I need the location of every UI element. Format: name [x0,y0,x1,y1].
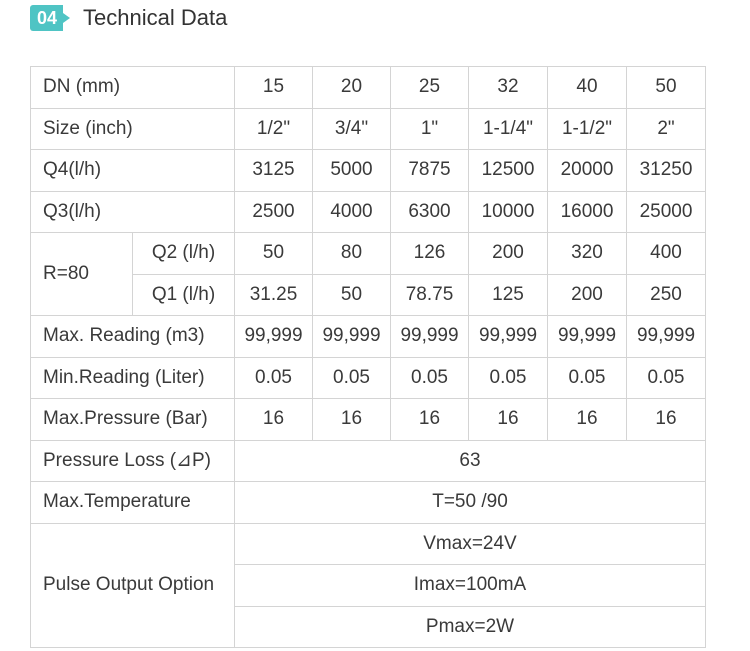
table-cell: 1" [391,108,469,150]
table-cell: 200 [548,274,627,316]
table-cell: 16 [391,399,469,441]
table-cell: 16000 [548,191,627,233]
table-cell: 0.05 [627,357,706,399]
table-cell: 1-1/4" [469,108,548,150]
table-cell: 40 [548,67,627,109]
table-row-q3 [31,191,706,233]
table-row-min-reading [31,357,706,399]
table-row-max-pressure [31,399,706,441]
table-cell: 0.05 [391,357,469,399]
table-cell: 5000 [313,150,391,192]
table-cell: Pmax=2W [235,606,706,648]
row-label: Max. Reading (m3) [31,316,235,358]
table-cell: 25 [391,67,469,109]
row-label: Pulse Output Option [31,523,235,648]
table-cell: 31250 [627,150,706,192]
section-number-badge: 04 [30,5,63,31]
table-cell: 80 [313,233,391,275]
technical-data-table [30,66,706,648]
table-cell: 63 [235,440,706,482]
row-label: Q3(l/h) [31,191,235,233]
table-cell: 16 [627,399,706,441]
table-row-size [31,108,706,150]
row-label: Pressure Loss (⊿P) [31,440,235,482]
table-cell: 7875 [391,150,469,192]
table-cell: 400 [627,233,706,275]
table-cell: T=50 /90 [235,482,706,524]
table-cell: 125 [469,274,548,316]
table-cell: 320 [548,233,627,275]
table-cell: 20000 [548,150,627,192]
table-cell: 16 [235,399,313,441]
table-cell: 2" [627,108,706,150]
section-heading [30,4,227,32]
table-cell: 0.05 [548,357,627,399]
table-cell: 99,999 [469,316,548,358]
table-cell: 12500 [469,150,548,192]
row-group-label: R=80 [31,233,133,316]
table-cell: 99,999 [313,316,391,358]
table-cell: 200 [469,233,548,275]
table-cell: 15 [235,67,313,109]
section-title: Technical Data [83,5,228,30]
table-row-pressure-loss [31,440,706,482]
row-label: Max.Pressure (Bar) [31,399,235,441]
table-row-max-reading [31,316,706,358]
table-cell: 2500 [235,191,313,233]
row-label: Q4(l/h) [31,150,235,192]
table-cell: 10000 [469,191,548,233]
table-cell: 50 [627,67,706,109]
table-cell: 31.25 [235,274,313,316]
table-cell: 99,999 [548,316,627,358]
table-cell: 32 [469,67,548,109]
table-cell: 0.05 [235,357,313,399]
table-cell: 16 [548,399,627,441]
table-cell: 25000 [627,191,706,233]
table-row-max-temperature [31,482,706,524]
row-label: DN (mm) [31,67,235,109]
row-label: Size (inch) [31,108,235,150]
table-cell: 78.75 [391,274,469,316]
table-cell: 50 [313,274,391,316]
row-label: Q1 (l/h) [133,274,235,316]
table-cell: 0.05 [313,357,391,399]
row-label: Min.Reading (Liter) [31,357,235,399]
table-cell: 0.05 [469,357,548,399]
table-cell: 3/4" [313,108,391,150]
table-cell: 99,999 [235,316,313,358]
table-row-q2 [31,233,706,275]
table-cell: 126 [391,233,469,275]
table-cell: 20 [313,67,391,109]
table-row-pulse-vmax [31,523,706,565]
table-cell: 1-1/2" [548,108,627,150]
table-cell: 50 [235,233,313,275]
table-cell: 16 [313,399,391,441]
row-label: Q2 (l/h) [133,233,235,275]
table-cell: 6300 [391,191,469,233]
table-cell: 99,999 [627,316,706,358]
table-cell: 99,999 [391,316,469,358]
table-row-q4 [31,150,706,192]
table-cell: Imax=100mA [235,565,706,607]
table-row-dn [31,67,706,109]
table-cell: 3125 [235,150,313,192]
table-cell: Vmax=24V [235,523,706,565]
row-label: Max.Temperature [31,482,235,524]
table-cell: 1/2" [235,108,313,150]
table-cell: 250 [627,274,706,316]
table-row-q1 [31,274,706,316]
table-cell: 4000 [313,191,391,233]
table-cell: 16 [469,399,548,441]
